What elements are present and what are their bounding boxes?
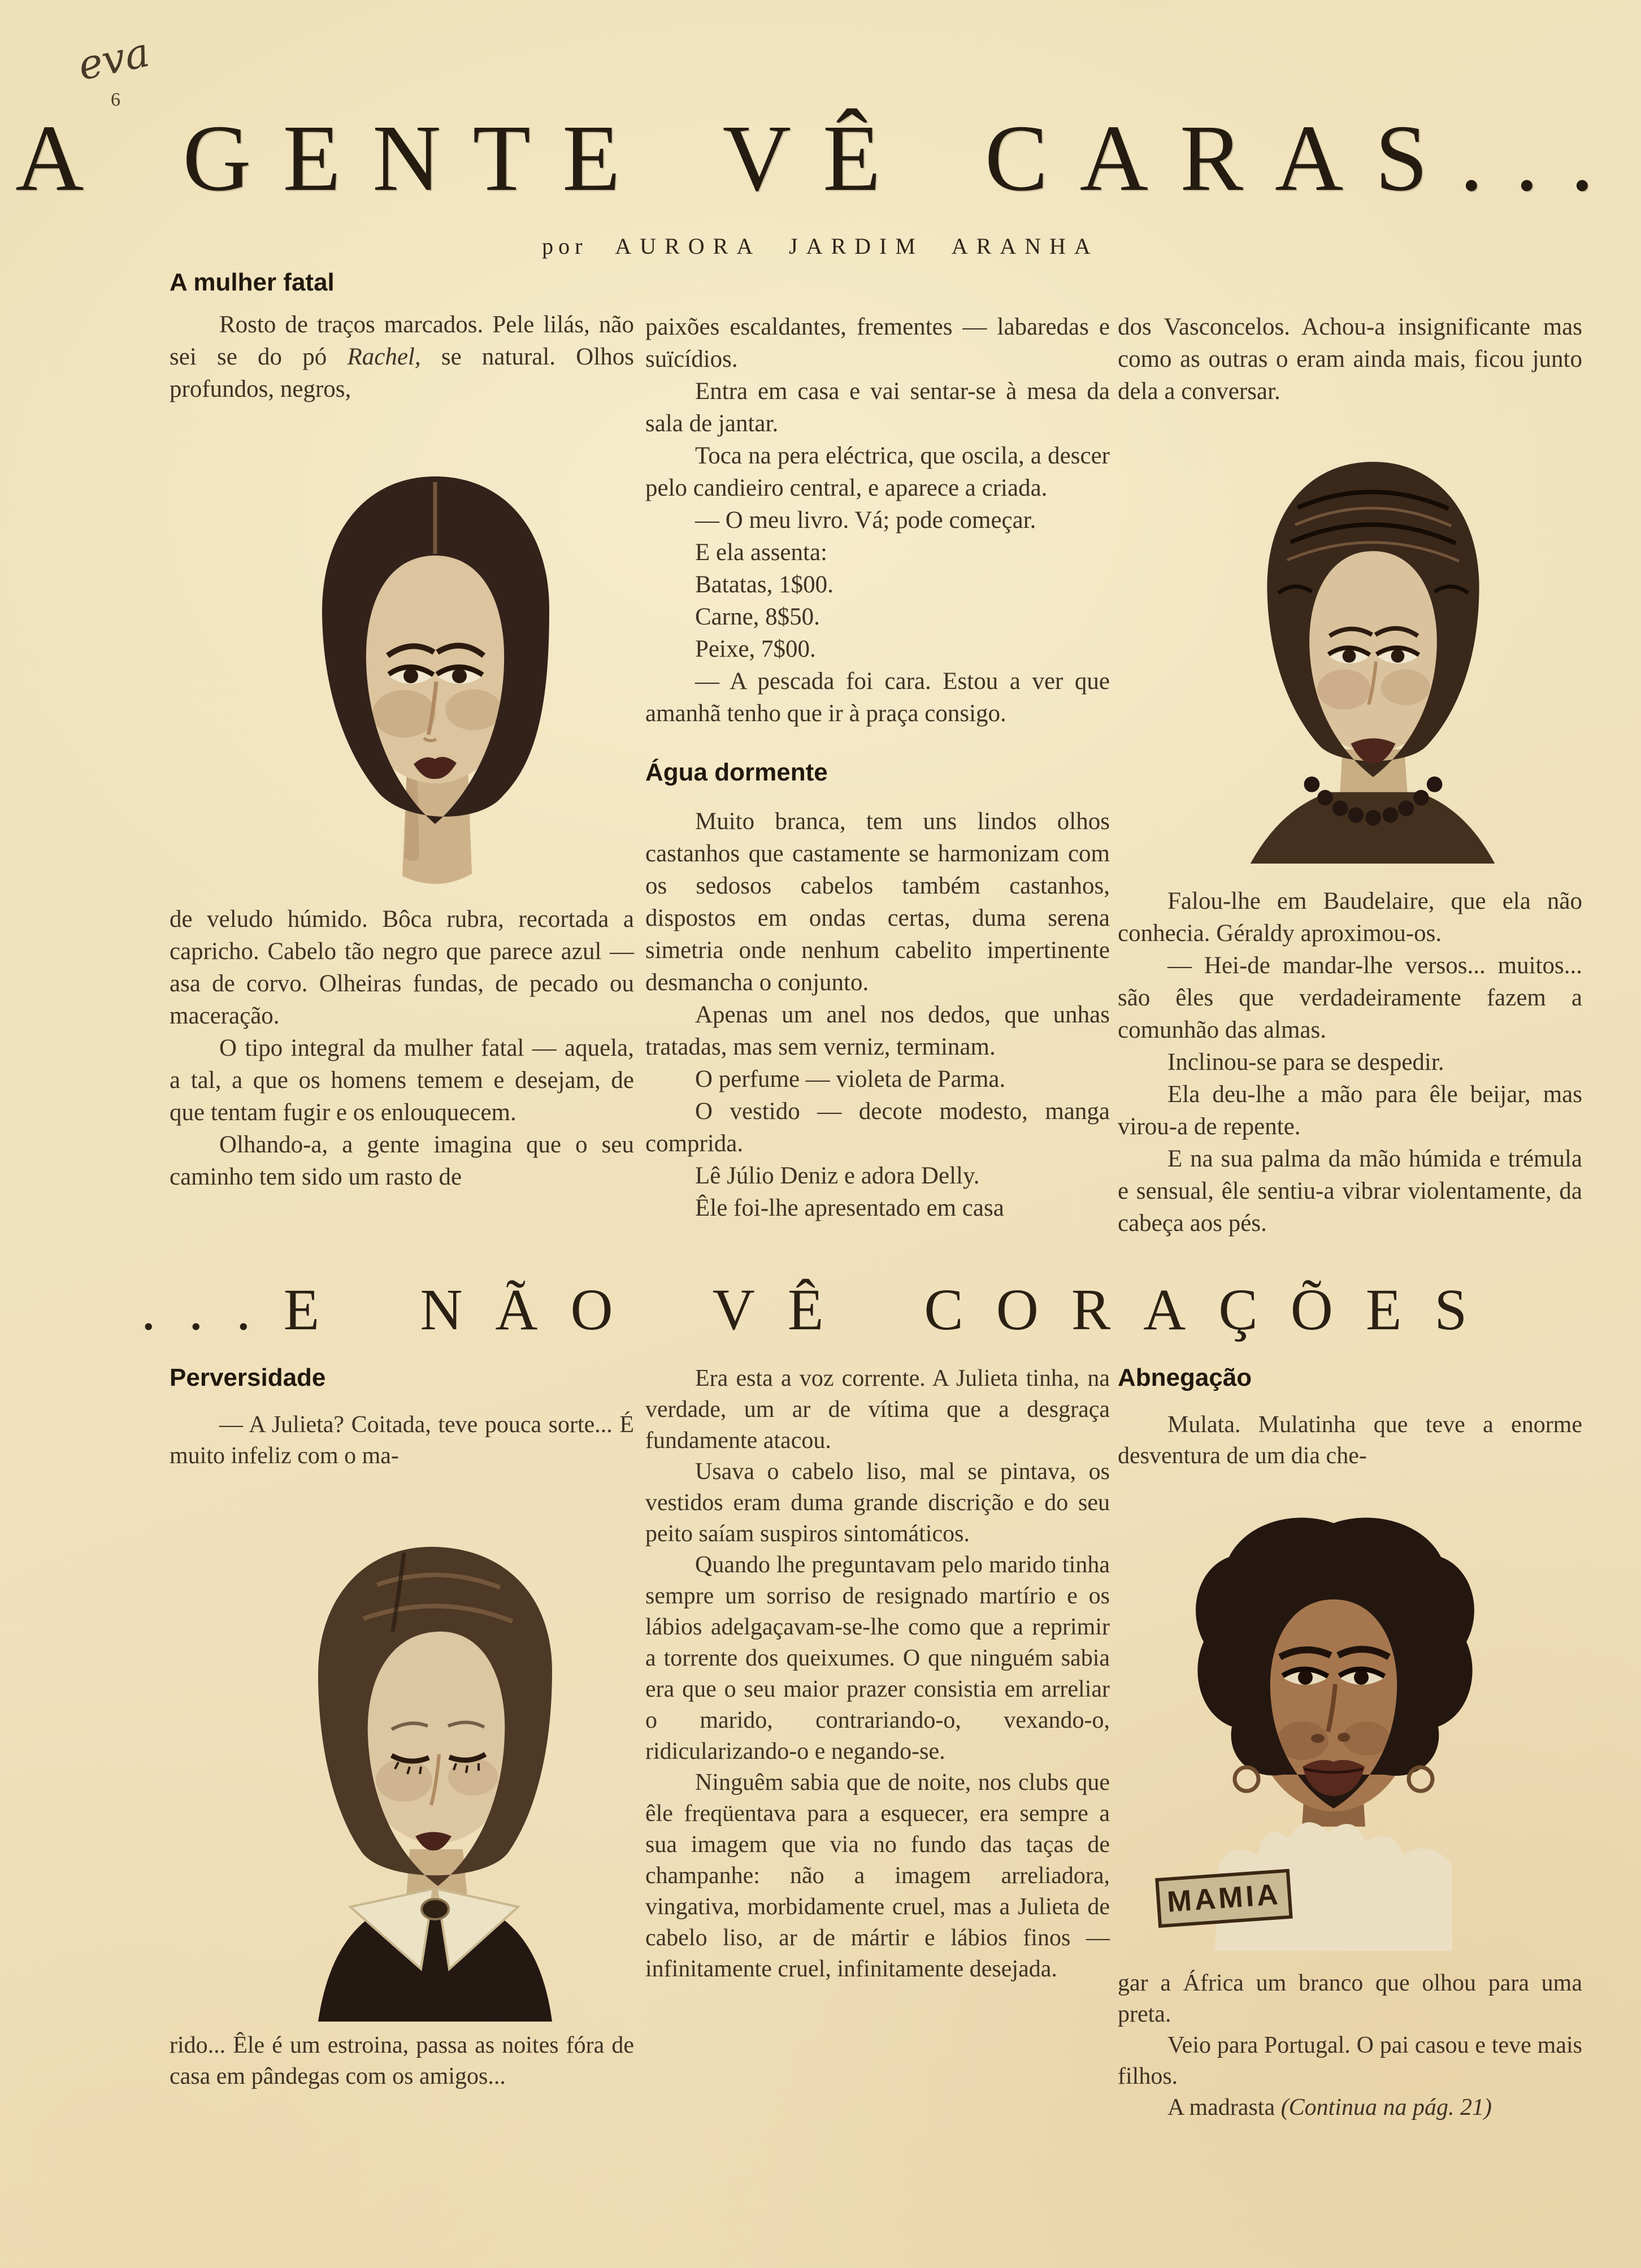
paragraph: Êle foi-lhe apresentado em casa xyxy=(695,1195,1004,1221)
artist-signature-plaque xyxy=(1157,1871,1291,1926)
paragraph-text: se natural. Olhos profundos, negros, xyxy=(170,344,635,402)
paragraph-italic: Rachel, xyxy=(347,344,421,370)
paragraph: Falou-lhe em Baudelaire, que ela não conhecia. Géraldy aproximou-os. xyxy=(1118,888,1582,947)
paragraph: Lê Júlio Deniz e adora Delly. xyxy=(695,1163,980,1189)
col1-bottom2-text xyxy=(170,2030,634,2092)
byline xyxy=(0,233,1641,259)
paragraph: — A Julieta? Coitada, teve pouca sorte... É muito infeliz com o ma- xyxy=(170,1412,634,1469)
col3-bottom3-text xyxy=(1118,1968,1582,2123)
paragraph: Usava o cabelo liso, mal se pintava, os vestidos eram duma grande discrição e do seu peito saíam suspiros sintomáticos. xyxy=(645,1459,1110,1547)
col3-bottom2-text xyxy=(1118,1410,1582,1472)
paragraph: Ela deu-lhe a mão para êle beijar, mas virou-a de repente. xyxy=(1118,1081,1582,1140)
col2-bottom-text xyxy=(645,1363,1110,1985)
paragraph: dos Vasconcelos. Achou-a insignificante mas como as outras o eram ainda mais, ficou junto dela a conversar. xyxy=(1118,314,1582,405)
paragraph: Entra em casa e vai sentar-se à mesa da sala de jantar. xyxy=(645,378,1110,437)
paragraph: O perfume — violeta de Parma. xyxy=(695,1066,1006,1092)
paragraph-text: A madrasta xyxy=(1167,2094,1281,2120)
paragraph: Era esta a voz corrente. A Julieta tinha, na verdade, um ar de vítima que a desgraça fundamente atacou. xyxy=(645,1365,1110,1454)
ledger-line: Batatas, 1$00. xyxy=(695,571,833,598)
portrait-agua-dormente-drawing xyxy=(1178,423,1568,864)
paragraph: Toca na pera eléctrica, que oscila, a descer pelo candieiro central, e aparece a criada. xyxy=(645,443,1110,501)
ledger-line: Peixe, 7$00. xyxy=(695,636,816,662)
heading-agua-dormente: Água dormente xyxy=(645,758,828,786)
paragraph xyxy=(170,309,634,405)
paragraph: Ninguêm sabia que de noite, nos clubs que êle freqüentava para a esquecer, era sempre a sua imagem que via no fundo das taças de champanhe: não a imagem arreliadora, vingativa, morbidamente cruel, mas a Julieta de cabelo liso, ar de mártir e lábios finos — infinitamente cruel, infinitamente desejada. xyxy=(645,1770,1110,1982)
paragraph: Muito branca, tem uns lindos olhos castanhos que castamente se harmonizam com os sedosos cabelos também castanhos, dispostos em ondas certas, duma serena simetria onde nenhum cabelito impertinente desmancha o conjunto. xyxy=(645,808,1110,996)
magazine-logo: eva xyxy=(73,28,154,90)
col3-top-text xyxy=(1118,311,1582,407)
col2-text xyxy=(645,311,1110,1224)
ledger-line: E ela assenta: xyxy=(695,539,828,566)
portrait-perversidade-illustration xyxy=(223,1499,647,2022)
paragraph: E na sua palma da mão húmida e trémula e sensual, êle sentiu-a vibrar violentamente, da cabeça aos pés. xyxy=(1118,1146,1582,1237)
paragraph: gar a África um branco que olhou para uma preta. xyxy=(1118,1970,1582,2027)
paragraph: Veio para Portugal. O pai casou e teve mais filhos. xyxy=(1118,2032,1582,2089)
portrait-abnegacao-drawing xyxy=(1136,1492,1531,1951)
paragraph: Quando lhe preguntavam pelo marido tinha sempre um sorriso de resignado martírio e os lábios adelgaçavam-se-lhe como que a reprimir a torrente dos queixumes. O que ninguém sabia era que o seu maior prazer consistia em arreliar o marido, contrariando-o, vexando-o, ridicularizando-o e negando-se. xyxy=(645,1552,1110,1764)
col3-bottom-text xyxy=(1118,885,1582,1239)
portrait-agua-dormente-illustration xyxy=(1178,423,1568,864)
portrait-mulher-fatal-illustration xyxy=(237,428,633,887)
page-number: 6 xyxy=(111,89,120,110)
portrait-abnegacao-illustration xyxy=(1136,1492,1531,1951)
paragraph: Olhando-a, a gente imagina que o seu caminho tem sido um rasto de xyxy=(170,1131,634,1190)
byline-author: AURORA JARDIM ARANHA xyxy=(615,233,1099,259)
col1-mid-text xyxy=(170,903,634,1193)
byline-prefix: por xyxy=(542,233,588,259)
paragraph: — Hei-de mandar-lhe versos... muitos... são êles que verdadeiramente fazem a comunhão das almas. xyxy=(1118,952,1582,1043)
paragraph: paixões escaldantes, frementes — labaredas e suïcídios. xyxy=(645,314,1110,372)
paragraph: O vestido — decote modesto, manga comprida. xyxy=(645,1098,1110,1157)
paragraph: de veludo húmido. Bôca rubra, recortada a capricho. Cabelo tão negro que parece azul — asa de corvo. Olheiras fundas, de pecado ou maceração. xyxy=(170,906,634,1029)
col1-top-text xyxy=(170,309,634,405)
paragraph: Inclinou-se para se despedir. xyxy=(1167,1049,1444,1076)
article-title: A GENTE VÊ CARAS... xyxy=(15,106,1626,211)
paragraph: Mulata. Mulatinha que teve a enorme desventura de um dia che- xyxy=(1118,1412,1582,1469)
paragraph: Apenas um anel nos dedos, que unhas tratadas, mas sem verniz, terminam. xyxy=(645,1001,1110,1060)
portrait-perversidade-drawing xyxy=(223,1499,647,2022)
paragraph-text: Rosto de traços marcados. Pele lilás, não sei se do pó xyxy=(170,311,634,370)
artist-signature: MAMIA xyxy=(1166,1877,1282,1919)
portrait-mulher-fatal-drawing xyxy=(237,428,633,887)
paragraph xyxy=(1118,2092,1582,2123)
paragraph: O tipo integral da mulher fatal — aquela, a tal, a que os homens temem e desejam, de que tentam fugir e os enlouquecem. xyxy=(170,1035,634,1126)
paragraph: — O meu livro. Vá; pode começar. xyxy=(695,507,1036,534)
paragraph: — A pescada foi cara. Estou a ver que amanhã tenho que ir à praça consigo. xyxy=(645,668,1110,727)
heading-abnegacao: Abnegação xyxy=(1118,1364,1252,1391)
continuation-note: (Continua na pág. 21) xyxy=(1280,2094,1492,2120)
heading-perversidade: Perversidade xyxy=(170,1364,326,1391)
paragraph: rido... Êle é um estroina, passa as noites fóra de casa em pândegas com os amigos... xyxy=(170,2032,634,2089)
heading-a-mulher-fatal: A mulher fatal xyxy=(170,268,335,296)
ledger-line: Carne, 8$50. xyxy=(695,604,820,630)
col1-bottom-text xyxy=(170,1410,634,1472)
section2-title: ...E NÃO VÊ CORAÇÕES xyxy=(141,1277,1500,1342)
